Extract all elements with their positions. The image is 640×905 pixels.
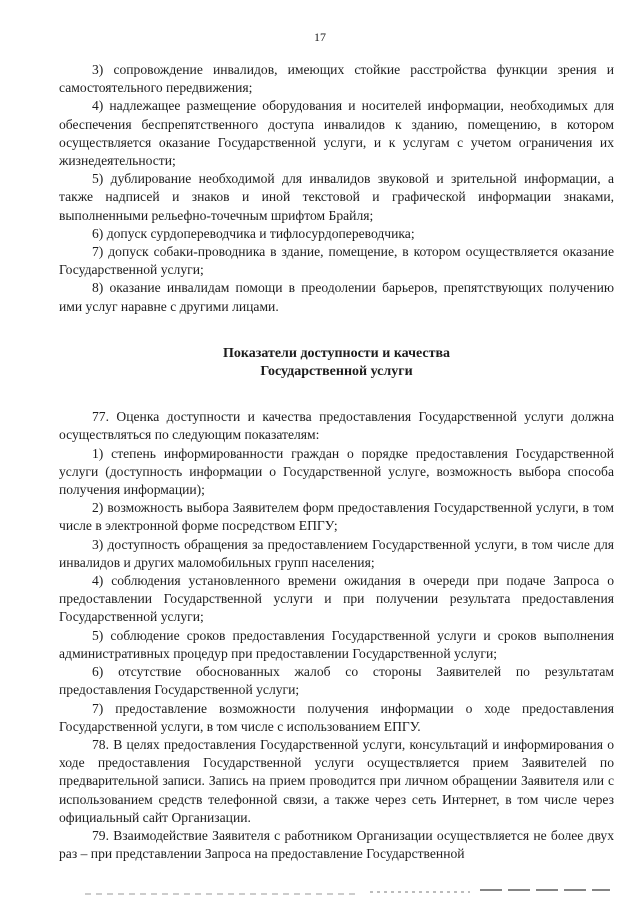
paragraph: 7) допуск собаки-проводника в здание, помещение, в котором осуществляется оказание Государственной услуги; <box>59 244 614 278</box>
paragraph: 3) сопровождение инвалидов, имеющих стойкие расстройства функции зрения и самостоятельного передвижения; <box>59 62 614 96</box>
paragraph: 78. В целях предоставления Государственной услуги, консультаций и информирования о ходе предоставления Государственной услуги осуществляется прием Заявителей по предварительной записи. Запись на прием проводится при личном обращении Заявителя или с использованием средств телефонной связи, а также через сеть Интернет, в том числе через официальный сайт Организации. <box>59 736 614 825</box>
paragraph: 4) надлежащее размещение оборудования и носителей информации, необходимых для обеспечения беспрепятственного доступа инвалидов к зданию, помещению, в котором осуществляется оказание Государственной услуги, и к услугам с учетом ограничения их жизнедеятельности; <box>59 98 614 169</box>
paragraph: 8) оказание инвалидам помощи в преодолении барьеров, препятствующих получению ими услуг наравне с другими лицами. <box>59 280 614 314</box>
paragraph: 79. Взаимодействие Заявителя с работником Организации осуществляется не более двух раз – при представлении Запроса на предоставление Государственной <box>59 827 614 862</box>
paragraph: 77. Оценка доступности и качества предоставления Государственной услуги должна осуществляться по следующим показателям: <box>59 409 614 443</box>
section-heading-line: Государственной услуги <box>260 364 413 380</box>
paragraph: 4) соблюдения установленного времени ожидания в очереди при подаче Запроса о предоставлении Государственной услуги и при получении результата предоставления Государственной услуги; <box>59 573 614 625</box>
paragraph: 2) возможность выбора Заявителем форм предоставления Государственной услуги, в том числе в электронной форме посредством ЕПГУ; <box>59 500 614 534</box>
paragraph: 5) соблюдение сроков предоставления Государственной услуги и сроков выполнения административных процедур при предоставлении Государственной услуги; <box>59 627 614 661</box>
paragraph: 7) предоставление возможности получения информации о ходе предоставления Государственной услуги, в том числе с использованием ЕПГУ. <box>59 700 614 734</box>
paragraph: 3) доступность обращения за предоставлением Государственной услуги, в том числе для инвалидов и других маломобильных групп населения; <box>59 536 614 570</box>
paragraph: 5) дублирование необходимой для инвалидов звуковой и зрительной информации, а также надписей и знаков и иной текстовой и графической информации знаками, выполненными рельефно-точечным шрифтом Брайля; <box>59 171 614 223</box>
scan-noise-decoration <box>0 880 640 900</box>
paragraph: 1) степень информированности граждан о порядке предоставления Государственной услуги (доступность информации о Государственной услуге, возможность выбора способа получения информации); <box>59 445 614 498</box>
section-heading <box>59 345 614 381</box>
page-number: 17 <box>314 30 326 44</box>
section-heading-line: Показатели доступности и качества <box>222 345 451 361</box>
document-body <box>59 61 614 863</box>
paragraph: 6) допуск сурдопереводчика и тифлосурдопереводчика; <box>92 225 415 241</box>
paragraph: 6) отсутствие обоснованных жалоб со стороны Заявителей по результатам предоставления Государственной услуги; <box>59 664 614 698</box>
